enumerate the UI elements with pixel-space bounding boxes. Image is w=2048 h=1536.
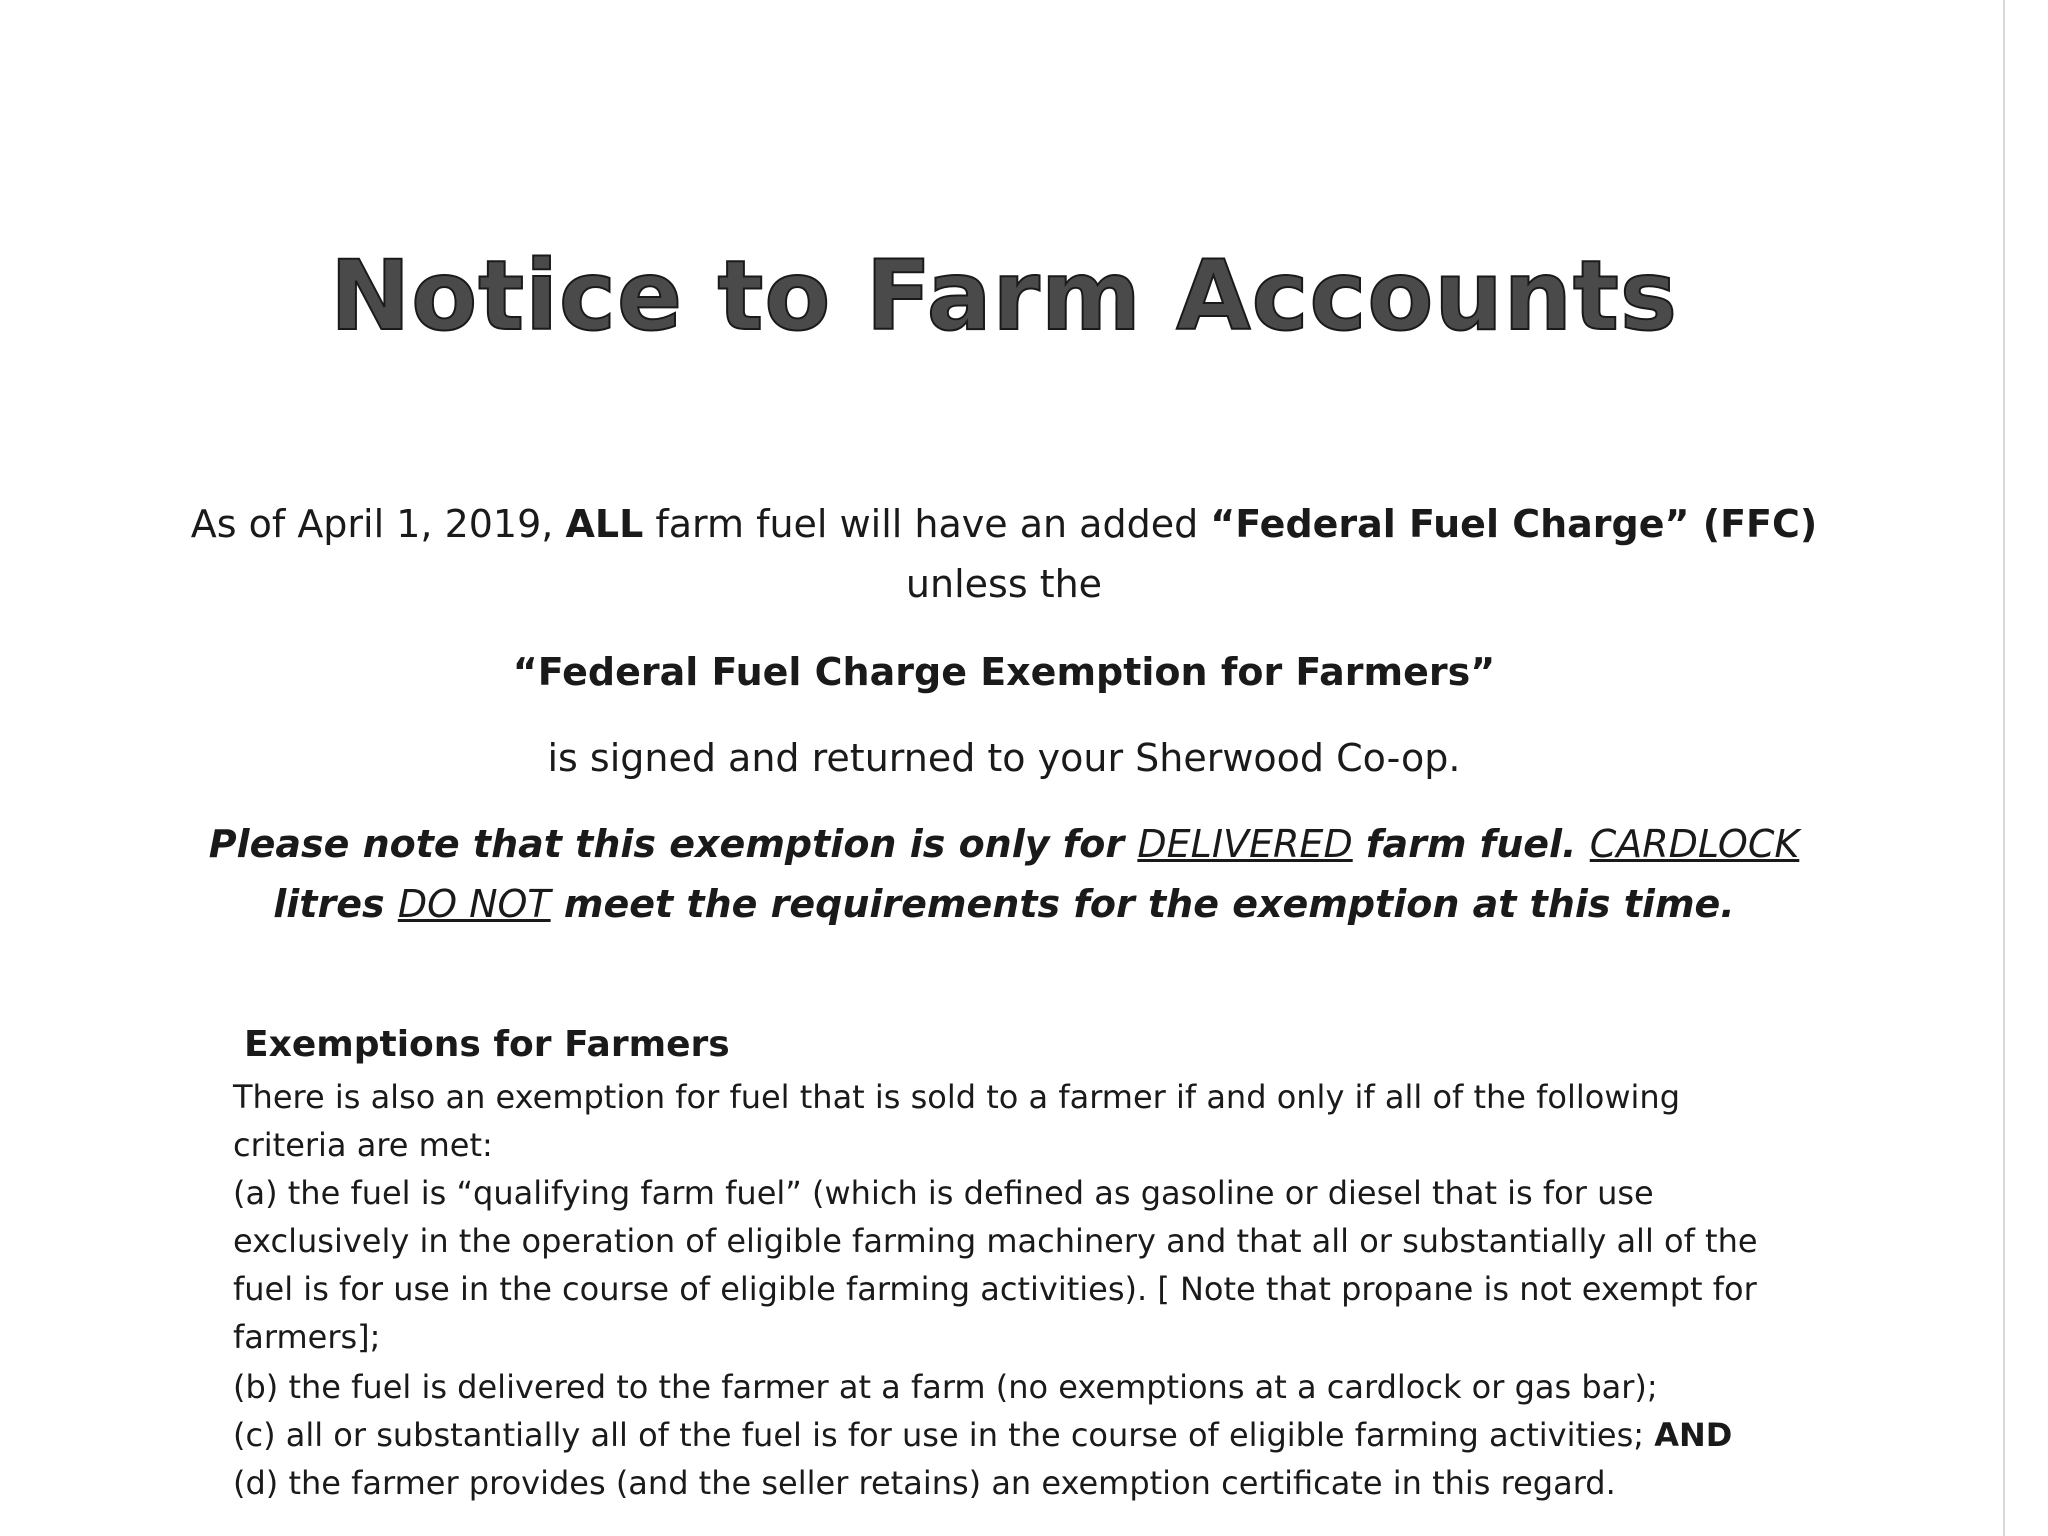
intro-line-2: unless the [905,562,1103,606]
intro-line-4: is signed and returned to your Sherwood Co-op. [547,736,1461,780]
intro-ffc: “Federal Fuel Charge” (FFC) [1210,502,1818,546]
body-line-c [233,1416,1732,1454]
note-do-not: DO NOT [397,882,551,926]
body-line: There is also an exemption for fuel that is sold to a farmer if and only if all of the following [233,1078,1680,1116]
body-line: fuel is for use in the course of eligible farming activities). [ Note that propane is not exempt for [233,1270,1757,1308]
note-text: meet the requirements for the exemption at this time. [550,882,1735,926]
section-heading: Exemptions for Farmers [244,1024,730,1065]
intro-text: farm fuel will have an added [643,502,1211,546]
note-text: farm fuel. [1352,822,1590,866]
note-line-1 [0,822,2008,868]
intro-text: As of April 1, 2019, [190,502,566,546]
note-text: litres [273,882,398,926]
intro-all: ALL [565,502,644,546]
body-line: (a) the fuel is “qualifying farm fuel” (which is defined as gasoline or diesel that is for use [233,1174,1654,1212]
and-label: AND [1654,1416,1733,1454]
body-line: (d) the farmer provides (and the seller retains) an exemption certificate in this regard. [233,1464,1616,1502]
exemption-form-name: “Federal Fuel Charge Exemption for Farmers” [512,650,1496,694]
note-delivered: DELIVERED [1137,822,1353,866]
intro-line-1 [0,502,2008,548]
page-title: Notice to Farm Accounts [329,240,1679,352]
body-line: criteria are met: [233,1126,493,1164]
body-text: (c) all or substantially all of the fuel is for use in the course of eligible farming activities; [233,1416,1655,1454]
body-line: exclusively in the operation of eligible farming machinery and that all or substantially all of the [233,1222,1758,1260]
note-cardlock: CARDLOCK [1589,822,1800,866]
body-line: farmers]; [233,1318,381,1356]
note-line-2 [0,882,2008,928]
body-line: (b) the fuel is delivered to the farmer at a farm (no exemptions at a cardlock or gas bar); [233,1368,1658,1406]
note-text: Please note that this exemption is only for [208,822,1138,866]
